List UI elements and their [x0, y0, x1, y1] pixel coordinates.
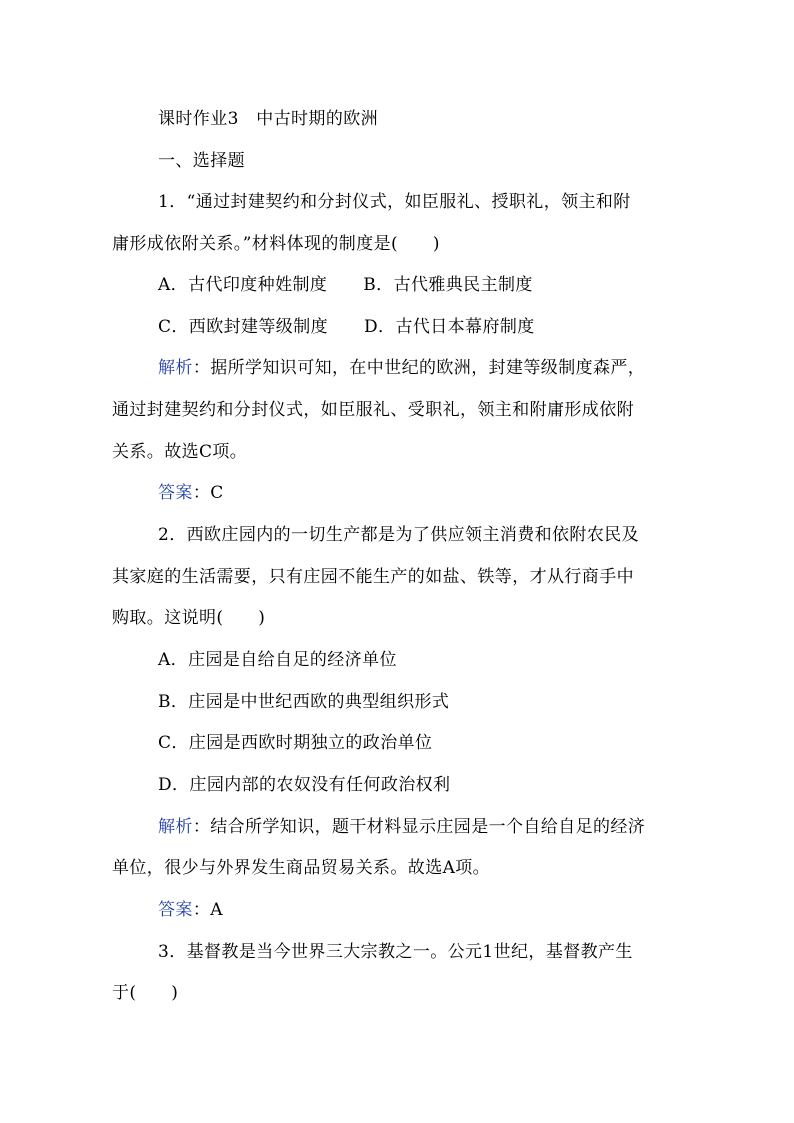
option-c: C．西欧封建等级制度: [158, 317, 329, 337]
option-d: D．庄园内部的农奴没有任何政治权利: [158, 775, 451, 795]
option-row: [158, 315, 794, 339]
answer-line: [158, 898, 794, 922]
answer-label: 答案: [158, 483, 193, 503]
analysis-line: [158, 815, 794, 839]
page-title: 课时作业3 中古时期的欧洲: [158, 109, 379, 129]
question-stem-line: 于( ): [112, 983, 179, 1003]
option-d: D．古代日本幕府制度: [364, 317, 535, 337]
answer-text: ：C: [192, 483, 224, 503]
option-a: A．古代印度种姓制度: [158, 275, 328, 295]
answer-line: [158, 481, 794, 505]
analysis-text: ：据所学知识可知，在中世纪的欧洲，封建等级制度森严，: [192, 358, 646, 378]
answer-text: ：A: [192, 900, 223, 920]
option-b: B．庄园是中世纪西欧的典型组织形式: [158, 692, 450, 712]
answer-label: 答案: [158, 900, 193, 920]
section-heading: 一、选择题: [158, 151, 245, 171]
analysis-line: 通过封建契约和分封仪式，如臣服礼、受职礼，领主和附庸形成依附: [112, 400, 634, 420]
question-stem-line: 其家庭的生活需要，只有庄园不能生产的如盐、铁等，才从行商手中: [112, 567, 634, 587]
analysis-line: 单位，很少与外界发生商品贸易关系。故选A项。: [112, 858, 491, 878]
analysis-line: 关系。故选C项。: [112, 442, 248, 462]
question-stem-line: 购取。这说明( ): [112, 608, 266, 628]
question-stem-line: 庸形成依附关系。”材料体现的制度是( ): [112, 234, 440, 254]
question-stem-line: 1．“通过封建契约和分封仪式，如臣服礼、授职礼，领主和附: [158, 192, 631, 212]
analysis-line: [158, 356, 794, 380]
question-stem-line: 2．西欧庄园内的一切生产都是为了供应领主消费和依附农民及: [158, 525, 640, 545]
question-stem-line: 3．基督教是当今世界三大宗教之一。公元1世纪，基督教产生: [158, 942, 633, 962]
option-a: A．庄园是自给自足的经济单位: [158, 650, 397, 670]
option-b: B．古代雅典民主制度: [363, 275, 533, 295]
option-c: C．庄园是西欧时期独立的政治单位: [158, 733, 433, 753]
analysis-text: ：结合所学知识，题干材料显示庄园是一个自给自足的经济: [192, 817, 646, 837]
analysis-label: 解析: [158, 358, 193, 378]
option-row: [158, 273, 794, 297]
analysis-label: 解析: [158, 817, 193, 837]
